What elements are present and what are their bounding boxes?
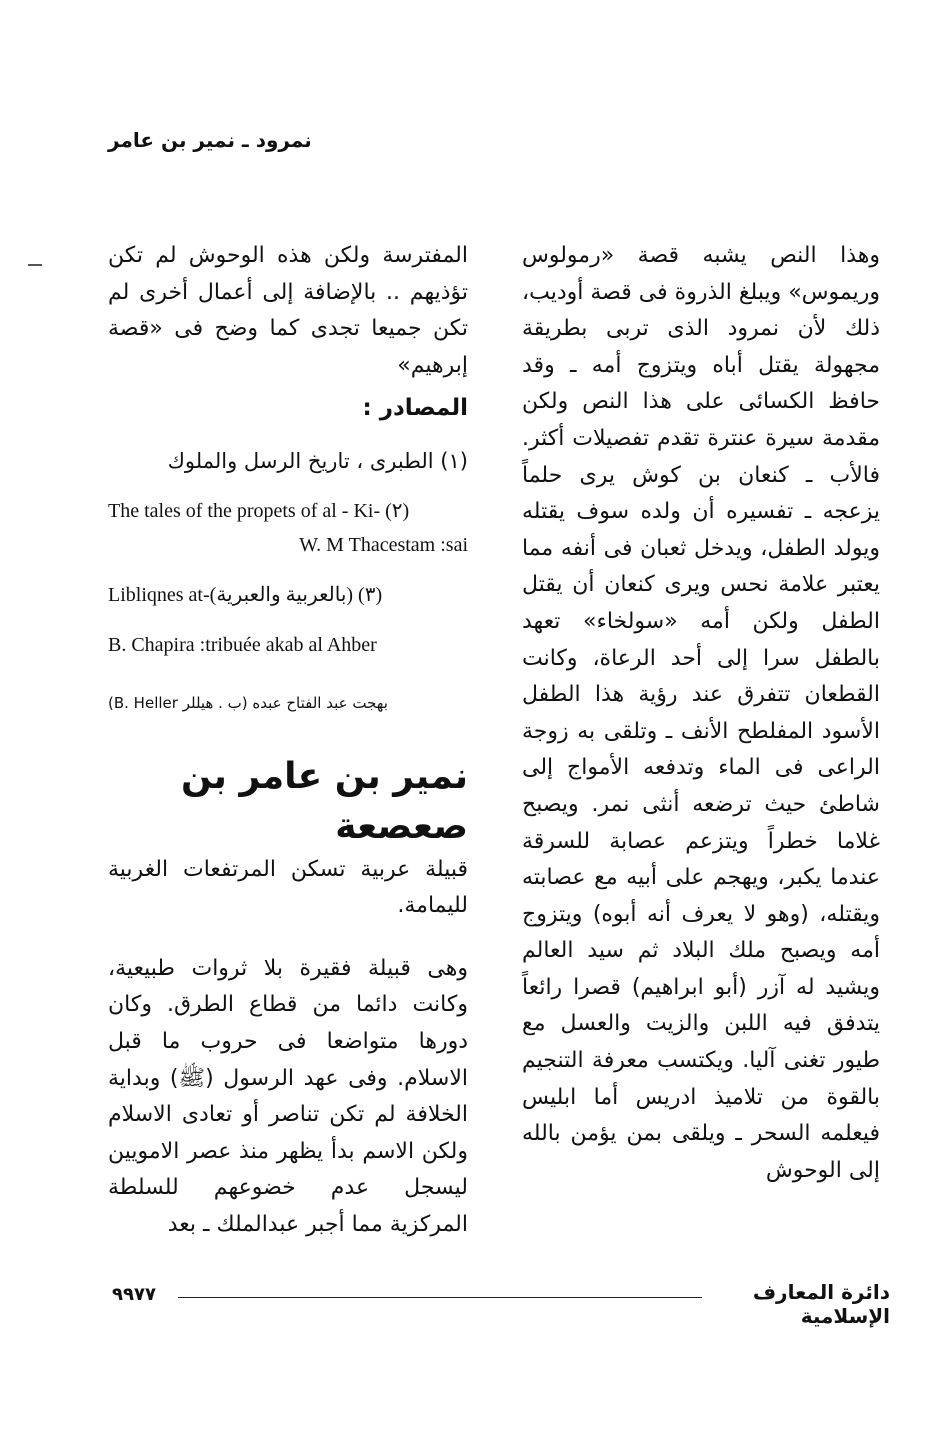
source-item-3: Libliqnes at-(بالعربية والعبرية) (٣) xyxy=(108,583,383,606)
left-column xyxy=(108,238,468,1244)
footer-book-title: دائرة المعارف الإسلامية xyxy=(752,1280,890,1328)
article-author: بهجت عبد الفتاح عبده (ب . هيللر B. Heller) xyxy=(108,693,388,712)
running-header: نمرود ـ نمير بن عامر xyxy=(108,128,312,152)
source-item-2: The tales of the propets of al - Ki- (٢) xyxy=(108,499,410,522)
body-paragraph: وهذا النص يشبه قصة «رمولوس وريموس» ويبلغ الذروة فى قصة أوديب، ذلك لأن نمرود الذى تربى بطريقة مجهولة يقتل أباه ويتزوج أمه ـ وقد حافظ الكسائى على هذا النص ولكن مقدمة سيرة عنترة تقدم تفصيلات أكثر. فالأب ـ كنعان بن كوش يرى حلماً يزعجه ـ تفسيره أن ولده سوف يقتله ويولد الطفل، ويدخل ثعبان فى أنفه مما يعتبر علامة نحس ويرى كنعان أن يقتل الطفل ولكن أمه «سولخاء» تعهد بالطفل سرا إلى أحد الرعاة، وكانت القطعان تتفرق عند رؤية هذا الطفل الأسود المفلطح الأنف ـ وتلقى به زوجة الراعى فى الماء وتدفعه الأمواج إلى شاطئ حيث ترضعه أنثى نمر. ويصبح غلاما خطراً ويتزعم عصابة للسرقة عندما يكبر، ويهجم على أبيه مع عصابته ويقتله، (وهو لا يعرف أنه أبوه) ويتزوج أمه ويصبح ملك البلاد ثم سيد العالم ويشيد له آزر (أبو ابراهيم) قصرا رائعاً يتدفق فيه اللبن والزيت والعسل مع طيور تغنى آليا. ويكتسب معرفة التنجيم بالقوة من تلاميذ ادريس أما ابليس فيعلمه السحر ـ ويلقى بمن يؤمن بالله إلى الوحوش xyxy=(522,243,880,1183)
article-title: نمير بن عامر بن صعصعة xyxy=(181,755,468,847)
margin-mark xyxy=(28,264,42,266)
page-number: ٩٩٧٧ xyxy=(112,1284,156,1305)
source-item-3-author: B. Chapira :tribuée akab al Ahber xyxy=(108,633,377,656)
right-column xyxy=(522,238,880,1189)
source-item-2-author: W. M Thacestam :sai xyxy=(299,533,468,556)
footer-rule xyxy=(178,1297,702,1298)
sources-heading: المصادر : xyxy=(362,395,468,422)
article-body: وهى قبيلة فقيرة بلا ثروات طبيعية، وكانت دائما من قطاع الطرق. وكان دورها متواضعا فى حروب ما قبل الاسلام. وفى عهد الرسول (ﷺ) وبداية الخلافة لم تكن تناصر أو تعادى الاسلام ولكن الاسم بدأ يظهر منذ عصر الامويين ليسجل عدم خضوعهم للسلطة المركزية مما أجبر عبدالملك ـ بعد xyxy=(108,955,468,1237)
continued-paragraph: المفترسة ولكن هذه الوحوش لم تكن تؤذيهم .. بالإضافة إلى أعمال أخرى لم تكن جميعا تجدى كما وضح فى «قصة إبرهيم» xyxy=(108,243,468,378)
source-item-1: (١) الطبرى ، تاريخ الرسل والملوك xyxy=(167,448,468,473)
article-intro: قبيلة عربية تسكن المرتفعات الغربية لليمامة. xyxy=(108,856,468,919)
